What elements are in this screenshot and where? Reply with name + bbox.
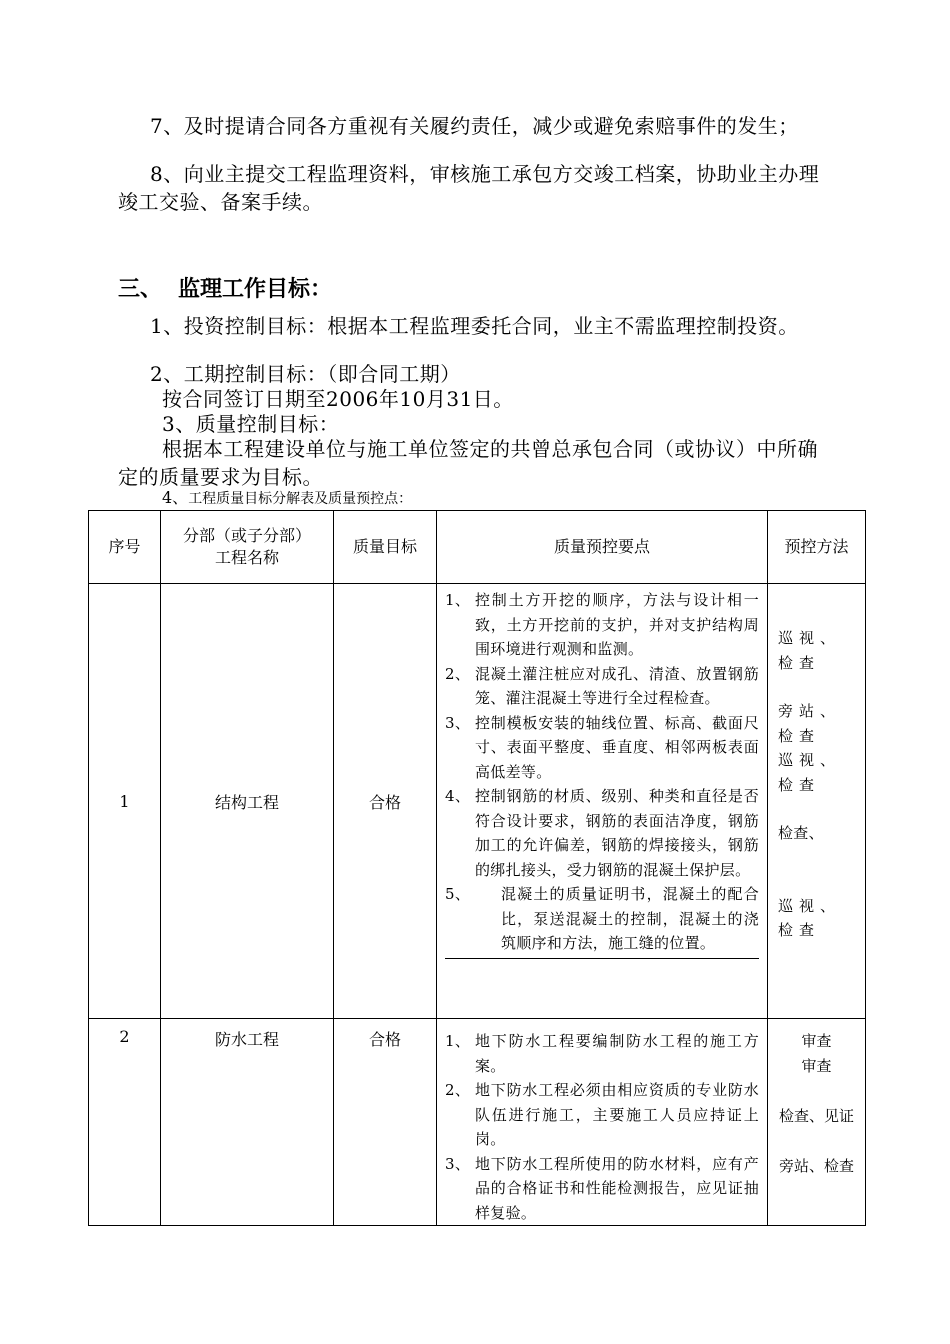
point-item (445, 711, 759, 785)
method-item: 巡视、检查 (778, 751, 842, 794)
point-number: 1、 (445, 1032, 471, 1050)
header-seq: 序号 (89, 511, 161, 584)
row-points (437, 584, 768, 1019)
point-text: 控制土方开挖的顺序，方法与设计相一致，土方开挖前的支护，并对支护结构周围环境进行观测和监测。 (475, 591, 759, 658)
row-points (437, 1019, 768, 1226)
point-text: 地下防水工程必须由相应资质的专业防水队伍进行施工，主要施工人员应持证上岗。 (475, 1081, 759, 1148)
goal-investment: 1、投资控制目标：根据本工程监理委托合同，业主不需监理控制投资。 (150, 314, 799, 338)
method-item: 旁站、检查 (778, 1157, 854, 1175)
method-item: 旁站、检查 (778, 702, 842, 745)
point-number: 3、 (445, 713, 471, 732)
point-item (445, 662, 759, 711)
point-item (445, 1029, 759, 1078)
point-number: 5、 (445, 885, 471, 903)
section-heading (118, 272, 332, 303)
point-item (445, 882, 759, 956)
row-name: 防水工程 (161, 1019, 334, 1226)
paragraph-item-7: 7、及时提请合同各方重视有关履约责任，减少或避免索赔事件的发生； (150, 114, 799, 138)
method-item: 巡视、检查 (778, 896, 842, 939)
paragraph-item-8: 8、向业主提交工程监理资料，审核施工承包方交竣工档案，协助业主办理竣工交验、备案手续。 (118, 162, 820, 214)
method-item: 检查、 (778, 824, 824, 842)
point-item (445, 1078, 759, 1152)
table-row (89, 584, 866, 1019)
goal-schedule-detail: 按合同签订日期至2006年10月31日。 (162, 387, 514, 411)
point-number: 4、 (445, 787, 471, 805)
row-seq: 1 (89, 584, 161, 1019)
method-item: 审查 (801, 1032, 832, 1050)
row-goal: 合格 (334, 1019, 437, 1226)
method-item: 检查、见证 (778, 1107, 854, 1125)
point-text: 混凝土灌注桩应对成孔、清渣、放置钢筋笼、灌注混凝土等进行全过程检查。 (475, 664, 759, 707)
header-goal: 质量目标 (334, 511, 437, 584)
point-text: 地下防水工程要编制防水工程的施工方案。 (475, 1032, 759, 1075)
method-item: 巡视、检查 (778, 629, 842, 672)
point-item (445, 784, 759, 882)
goal-quality-detail: 根据本工程建设单位与施工单位签定的共曾总承包合同（或协议）中所确定的质量要求为目标。 (118, 437, 818, 489)
goal-quality: 3、质量控制目标： (162, 412, 340, 436)
caption-text: 工程质量目标分解表及质量预控点： (188, 491, 413, 507)
header-sub: 分部（或子分部）工程名称 (161, 511, 334, 584)
point-text: 混凝土的质量证明书，混凝土的配合比，泵送混凝土的控制，混凝土的浇筑顺序和方法，施工缝的位置。 (501, 885, 759, 952)
cell-underline (445, 958, 759, 959)
row-methods (768, 584, 866, 1019)
quality-target-table (88, 510, 866, 1226)
caption-number: 4、 (162, 488, 189, 507)
section-title: 监理工作目标： (178, 277, 333, 302)
point-text: 控制钢筋的材质、级别、种类和直径是否符合设计要求，钢筋的表面洁净度，钢筋加工的允许偏差，钢筋的焊接接头，钢筋的绑扎接头，受力钢筋的混凝土保护层。 (475, 787, 759, 879)
goal-schedule: 2、工期控制目标：（即合同工期） (150, 362, 461, 386)
point-text: 地下防水工程所使用的防水材料，应有产品的合格证书和性能检测报告，应见证抽样复验。 (475, 1154, 759, 1222)
point-number: 2、 (445, 664, 471, 683)
row-name: 结构工程 (161, 584, 334, 1019)
row-methods (768, 1019, 866, 1226)
row-goal: 合格 (334, 584, 437, 1019)
row-seq: 2 (89, 1019, 161, 1226)
point-number: 3、 (445, 1154, 471, 1173)
point-item (445, 588, 759, 662)
table-row (89, 1019, 866, 1226)
point-item (445, 1152, 759, 1226)
section-number: 三、 (118, 277, 163, 302)
method-item: 审查 (801, 1057, 832, 1075)
point-number: 1、 (445, 591, 471, 609)
table-header-row (89, 511, 866, 584)
point-text: 控制模板安装的轴线位置、标高、截面尺寸、表面平整度、垂直度、相邻两板表面高低差等。 (475, 713, 759, 781)
point-number: 2、 (445, 1081, 471, 1099)
table-caption (162, 489, 412, 508)
header-points: 质量预控要点 (437, 511, 768, 584)
header-method: 预控方法 (768, 511, 866, 584)
